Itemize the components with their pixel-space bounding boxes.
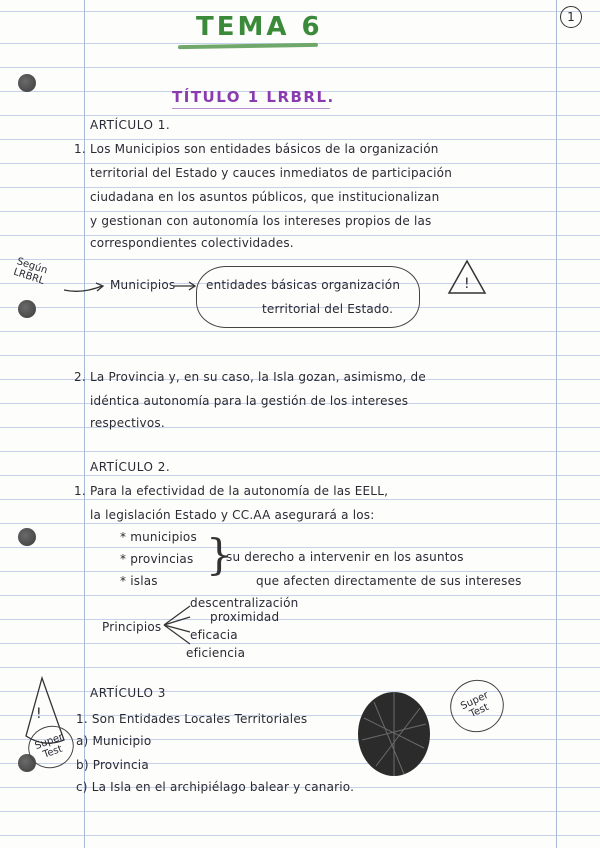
margin-line-right — [556, 0, 557, 848]
section-subtitle: TÍTULO 1 LRBRL. — [172, 88, 335, 106]
stamp-label: Super Test — [33, 731, 65, 761]
cloud-line: territorial del Estado. — [262, 302, 394, 316]
paragraph-line: idéntica autonomía para la gestión de los intereses — [90, 394, 409, 408]
page-number: 1 — [560, 6, 582, 28]
principle-item: descentralización — [190, 596, 299, 610]
paragraph-number: 1. — [74, 142, 86, 156]
list-item: * provincias — [120, 552, 194, 566]
curly-brace-icon: } — [206, 530, 233, 579]
arrow-right-icon — [62, 280, 106, 296]
principles-label: Principios — [102, 620, 162, 634]
paragraph-line: territorial del Estado y cauces inmediatos de participación — [90, 166, 452, 180]
super-test-stamp — [442, 671, 513, 741]
cone-mark: ! — [36, 706, 42, 722]
paragraph-line: Los Municipios son entidades básicos de la organización — [90, 142, 439, 156]
warning-mark: ! — [464, 276, 470, 292]
list-result-line: su derecho a intervenir en los asuntos — [226, 550, 464, 564]
paragraph-line: La Provincia y, en su caso, la Isla gozan, asimismo, de — [90, 370, 426, 384]
paragraph-number: 1. — [74, 484, 86, 498]
binder-hole — [18, 528, 36, 546]
list-item: b) Provincia — [76, 758, 149, 772]
list-item: c) La Isla en el archipiélago balear y canario. — [76, 780, 355, 794]
scribble-ball-icon — [354, 688, 434, 780]
binder-hole — [18, 300, 36, 318]
list-result-line: que afecten directamente de sus intereses — [256, 574, 522, 588]
cloud-line: entidades básicas organización — [206, 278, 401, 292]
binder-hole — [18, 74, 36, 92]
cloud-box — [196, 266, 420, 328]
paragraph-line: correspondientes colectividades. — [90, 236, 294, 250]
principle-item: eficacia — [190, 628, 238, 642]
list-item: * municipios — [120, 530, 197, 544]
side-note: Según LRBRL — [11, 256, 49, 287]
paragraph-line: la legislación Estado y CC.AA asegurará a los: — [90, 508, 375, 522]
paragraph-number: 2. — [74, 370, 86, 384]
subtitle-underline — [172, 108, 330, 109]
paragraph-line: respectivos. — [90, 416, 165, 430]
paragraph-line: ciudadana en los asuntos públicos, que institucionalizan — [90, 190, 440, 204]
article-2-heading: ARTÍCULO 2. — [90, 460, 171, 474]
principle-item: proximidad — [210, 610, 280, 624]
article-1-heading: ARTÍCULO 1. — [90, 118, 171, 132]
article-3-heading: ARTÍCULO 3 — [90, 686, 166, 700]
arrow-label: Municipios — [110, 278, 176, 292]
title-underline — [178, 43, 318, 49]
arrow-right-icon — [172, 280, 198, 292]
page-title: TEMA 6 — [196, 12, 323, 42]
list-item: a) Municipio — [76, 734, 152, 748]
list-item: * islas — [120, 574, 158, 588]
paragraph-line: Para la efectividad de la autonomía de las EELL, — [90, 484, 389, 498]
paragraph-line: y gestionan con autonomía los intereses propios de las — [90, 214, 432, 228]
stamp-label: Super Test — [459, 689, 491, 721]
principle-item: eficiencia — [186, 646, 246, 660]
paragraph-line: 1. Son Entidades Locales Territoriales — [76, 712, 308, 726]
